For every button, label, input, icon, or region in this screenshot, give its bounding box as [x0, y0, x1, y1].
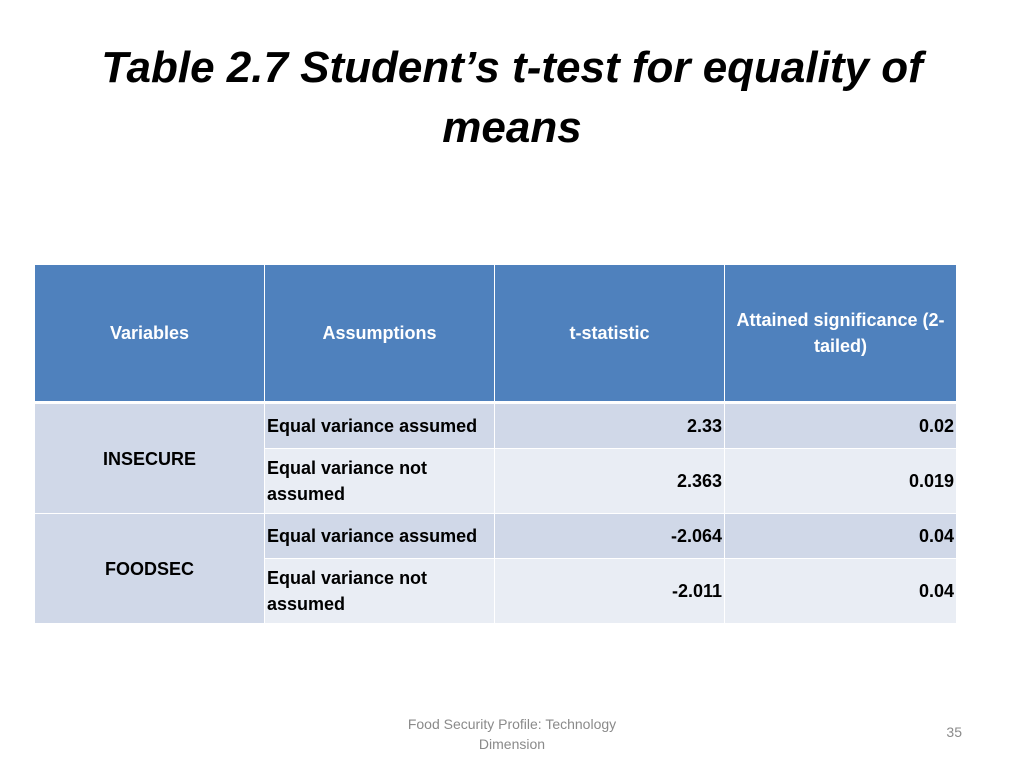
- footer-text: Food Security Profile: Technology Dimension: [407, 716, 617, 752]
- significance-cell: 0.02: [725, 403, 957, 449]
- header-t-statistic: t-statistic: [495, 265, 725, 403]
- assumption-cell: Equal variance not assumed: [265, 449, 495, 514]
- assumption-cell: Equal variance assumed: [265, 403, 495, 449]
- t-statistic-cell: 2.363: [495, 449, 725, 514]
- t-test-table: [34, 264, 957, 624]
- t-statistic-cell: -2.064: [495, 514, 725, 559]
- slide-title: Table 2.7 Student’s t-test for equality of means: [101, 43, 923, 152]
- assumption-cell: Equal variance not assumed: [265, 559, 495, 624]
- table-row: [35, 514, 957, 559]
- variable-cell-foodsec: FOODSEC: [35, 514, 265, 624]
- t-statistic-cell: 2.33: [495, 403, 725, 449]
- t-statistic-cell: -2.011: [495, 559, 725, 624]
- assumption-cell: Equal variance assumed: [265, 514, 495, 559]
- variable-cell-insecure: INSECURE: [35, 403, 265, 514]
- table-header-row: [35, 265, 957, 403]
- significance-cell: 0.04: [725, 559, 957, 624]
- table-row: [35, 403, 957, 449]
- significance-cell: 0.019: [725, 449, 957, 514]
- header-variables: Variables: [35, 265, 265, 403]
- significance-cell: 0.04: [725, 514, 957, 559]
- page-number: 35: [946, 724, 962, 740]
- header-significance: Attained significance (2-tailed): [725, 265, 957, 403]
- header-assumptions: Assumptions: [265, 265, 495, 403]
